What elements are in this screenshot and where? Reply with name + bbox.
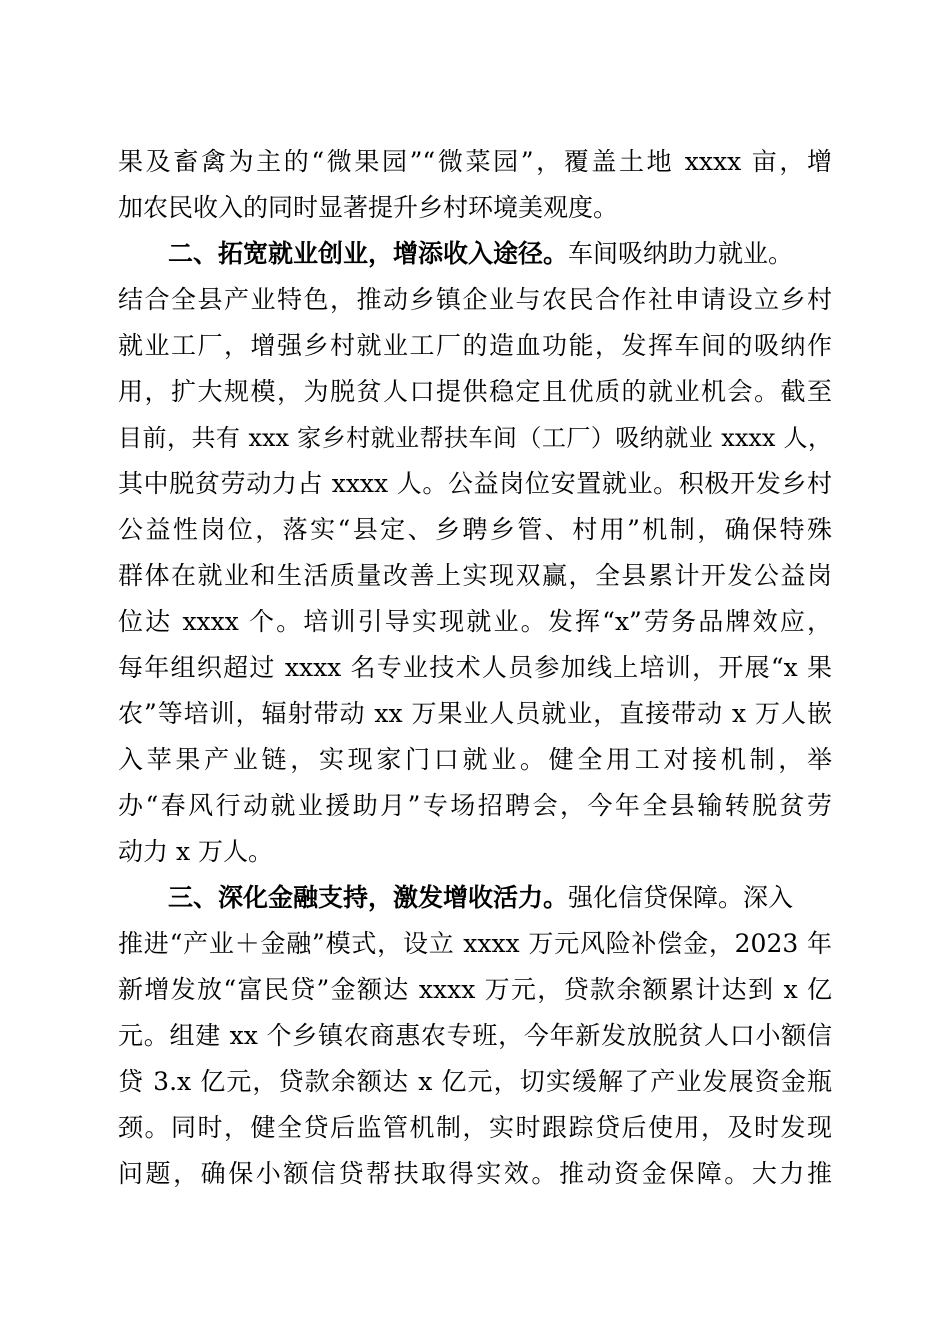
text-line: 动力 x 万人。 [118, 837, 273, 866]
text-line: 元。组建 xx 个乡镇农商惠农专班，今年新发放脱贫人口小额信 [118, 1021, 832, 1050]
text-line: 颈。同时，健全贷后监管机制，实时跟踪贷后使用，及时发现 [118, 1113, 832, 1142]
text-line: 其中脱贫劳动力占 xxxx 人。公益岗位安置就业。积极开发乡村 [118, 469, 832, 498]
text-run: 强化信贷保障。深入 [568, 883, 794, 912]
text-line: 目前，共有 xxx 家乡村就业帮扶车间（工厂）吸纳就业 xxxx 人， [118, 424, 832, 452]
text-line: 就业工厂，增强乡村就业工厂的造血功能，发挥车间的吸纳作 [118, 331, 832, 360]
text-line: 问题，确保小额信贷帮扶取得实效。推动资金保障。大力推 [118, 1159, 832, 1188]
text-line: 公益性岗位，落实“县定、乡聘乡管、村用”机制，确保特殊 [118, 515, 832, 544]
text-line: 推进“产业＋金融”模式，设立 xxxx 万元风险补偿金，2023 年 [118, 929, 832, 958]
text-line: 加农民收入的同时显著提升乡村环境美观度。 [118, 193, 619, 222]
section-heading: 三、深化金融支持，激发增收活力。 [168, 883, 569, 912]
text-line: 每年组织超过 xxxx 名专业技术人员参加线上培训，开展“x 果 [118, 653, 832, 682]
text-line: 办“春风行动就业援助月”专场招聘会，今年全县输转脱贫劳 [118, 791, 832, 820]
text-line: 果及畜禽为主的“微果园”“微菜园”，覆盖土地 xxxx 亩，增 [118, 147, 832, 176]
text-line: 用，扩大规模，为脱贫人口提供稳定且优质的就业机会。截至 [118, 377, 832, 406]
text-line: 群体在就业和生活质量改善上实现双赢，全县累计开发公益岗 [118, 561, 832, 590]
text-line [168, 229, 832, 279]
text-line: 结合全县产业特色，推动乡镇企业与农民合作社申请设立乡村 [118, 285, 832, 314]
text-line: 贷 3.x 亿元，贷款余额达 x 亿元，切实缓解了产业发展资金瓶 [118, 1067, 832, 1096]
text-line: 入苹果产业链，实现家门口就业。健全用工对接机制，举 [118, 745, 832, 774]
section-heading: 二、拓宽就业创业，增添收入途径。 [168, 239, 569, 268]
text-line: 位达 xxxx 个。培训引导实现就业。发挥“x”劳务品牌效应， [118, 607, 832, 636]
text-line: 新增发放“富民贷”金额达 xxxx 万元，贷款余额累计达到 x 亿 [118, 975, 832, 1004]
text-line: 农”等培训，辐射带动 xx 万果业人员就业，直接带动 x 万人嵌 [118, 699, 832, 728]
text-run: 车间吸纳助力就业。 [568, 239, 794, 268]
text-line [168, 873, 832, 923]
